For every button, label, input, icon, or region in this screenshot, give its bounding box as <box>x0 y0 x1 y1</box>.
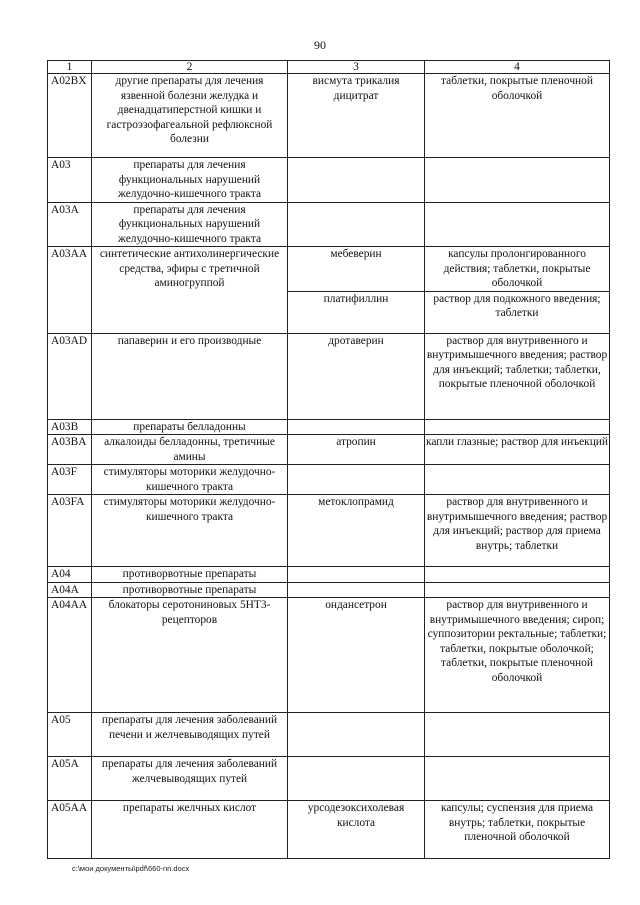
forms-cell <box>425 465 610 495</box>
atc-code-cell: A04A <box>48 582 92 598</box>
table-row <box>48 598 610 713</box>
inn-cell <box>288 582 425 598</box>
table-header-row <box>48 61 610 74</box>
group-cell: препараты для лечения функциональных нарушений желудочно-кишечного тракта <box>92 202 288 247</box>
table-row <box>48 247 610 292</box>
forms-cell <box>425 582 610 598</box>
table-row <box>48 495 610 567</box>
inn-cell <box>288 713 425 757</box>
atc-code-cell: A03AA <box>48 247 92 334</box>
table-row <box>48 74 610 158</box>
inn-cell: ондансетрон <box>288 598 425 713</box>
table-row <box>48 435 610 465</box>
forms-cell <box>425 713 610 757</box>
group-cell: блокаторы серотониновых 5HT3-рецепторов <box>92 598 288 713</box>
forms-cell: капсулы; суспензия для приема внутрь; таблетки, покрытые пленочной оболочкой <box>425 801 610 859</box>
group-cell: препараты для лечения заболеваний печени и желчевыводящих путей <box>92 713 288 757</box>
group-cell: стимуляторы моторики желудочно-кишечного тракта <box>92 465 288 495</box>
atc-code-cell: A03 <box>48 158 92 203</box>
atc-code-cell: A03AD <box>48 333 92 419</box>
atc-code-cell: A04AA <box>48 598 92 713</box>
table-row <box>48 713 610 757</box>
atc-code-cell: A03A <box>48 202 92 247</box>
drug-table <box>47 60 610 859</box>
group-cell: препараты для лечения функциональных нарушений желудочно-кишечного тракта <box>92 158 288 203</box>
forms-cell <box>425 158 610 203</box>
table-row <box>48 567 610 583</box>
atc-code-cell: A05 <box>48 713 92 757</box>
forms-cell <box>425 757 610 801</box>
group-cell: синтетические антихолинергические средства, эфиры с третичной аминогруппой <box>92 247 288 334</box>
group-cell: другие препараты для лечения язвенной болезни желудка и двенадцатиперстной кишки и гастроэзофагеальной рефлюксной болезни <box>92 74 288 158</box>
group-cell: стимуляторы моторики желудочно-кишечного тракта <box>92 495 288 567</box>
group-cell: противорвотные препараты <box>92 567 288 583</box>
page-number: 90 <box>314 38 326 52</box>
inn-cell <box>288 158 425 203</box>
forms-cell: капсулы пролонгированного действия; таблетки, покрытые оболочкой <box>425 247 610 292</box>
group-cell: препараты белладонны <box>92 419 288 435</box>
column-header: 4 <box>425 61 610 74</box>
atc-code-cell: A05A <box>48 757 92 801</box>
inn-cell <box>288 202 425 247</box>
table-row <box>48 202 610 247</box>
inn-cell: метоклопрамид <box>288 495 425 567</box>
atc-code-cell: A03BA <box>48 435 92 465</box>
group-cell: противорвотные препараты <box>92 582 288 598</box>
group-cell: папаверин и его производные <box>92 333 288 419</box>
group-cell: алкалоиды белладонны, третичные амины <box>92 435 288 465</box>
inn-cell: дротаверин <box>288 333 425 419</box>
table-row <box>48 333 610 419</box>
forms-cell: раствор для внутривенного и внутримышечного введения; сироп; суппозитории ректальные; таблетки; таблетки, покрытые оболочкой; таблетки, покрытые пленочной оболочкой <box>425 598 610 713</box>
atc-code-cell: A03FA <box>48 495 92 567</box>
forms-cell: таблетки, покрытые пленочной оболочкой <box>425 74 610 158</box>
table-row <box>48 158 610 203</box>
table-row <box>48 757 610 801</box>
inn-cell: урсодезоксихолевая кислота <box>288 801 425 859</box>
inn-cell <box>288 567 425 583</box>
column-header: 1 <box>48 61 92 74</box>
atc-code-cell: A02BX <box>48 74 92 158</box>
column-header: 3 <box>288 61 425 74</box>
atc-code-cell: A05AA <box>48 801 92 859</box>
table-row <box>48 465 610 495</box>
atc-code-cell: A04 <box>48 567 92 583</box>
forms-cell <box>425 202 610 247</box>
inn-cell: атропин <box>288 435 425 465</box>
inn-cell <box>288 465 425 495</box>
inn-cell <box>288 419 425 435</box>
file-path-footer: c:\мои документы\pdf\660-nn.docx <box>72 864 190 873</box>
inn-cell <box>288 757 425 801</box>
forms-cell: раствор для внутривенного и внутримышечного введения; раствор для инъекций; раствор для приема внутрь; таблетки <box>425 495 610 567</box>
table-row <box>48 582 610 598</box>
inn-cell: платифиллин <box>288 291 425 333</box>
table-row <box>48 419 610 435</box>
forms-cell <box>425 567 610 583</box>
forms-cell: раствор для подкожного введения; таблетки <box>425 291 610 333</box>
atc-code-cell: A03F <box>48 465 92 495</box>
forms-cell <box>425 419 610 435</box>
forms-cell: капли глазные; раствор для инъекций <box>425 435 610 465</box>
inn-cell: мебеверин <box>288 247 425 292</box>
group-cell: препараты желчных кислот <box>92 801 288 859</box>
forms-cell: раствор для внутривенного и внутримышечного введения; раствор для инъекций; таблетки; таблетки, покрытые пленочной оболочкой <box>425 333 610 419</box>
table-row <box>48 801 610 859</box>
column-header: 2 <box>92 61 288 74</box>
inn-cell: висмута трикалия дицитрат <box>288 74 425 158</box>
group-cell: препараты для лечения заболеваний желчевыводящих путей <box>92 757 288 801</box>
atc-code-cell: A03B <box>48 419 92 435</box>
